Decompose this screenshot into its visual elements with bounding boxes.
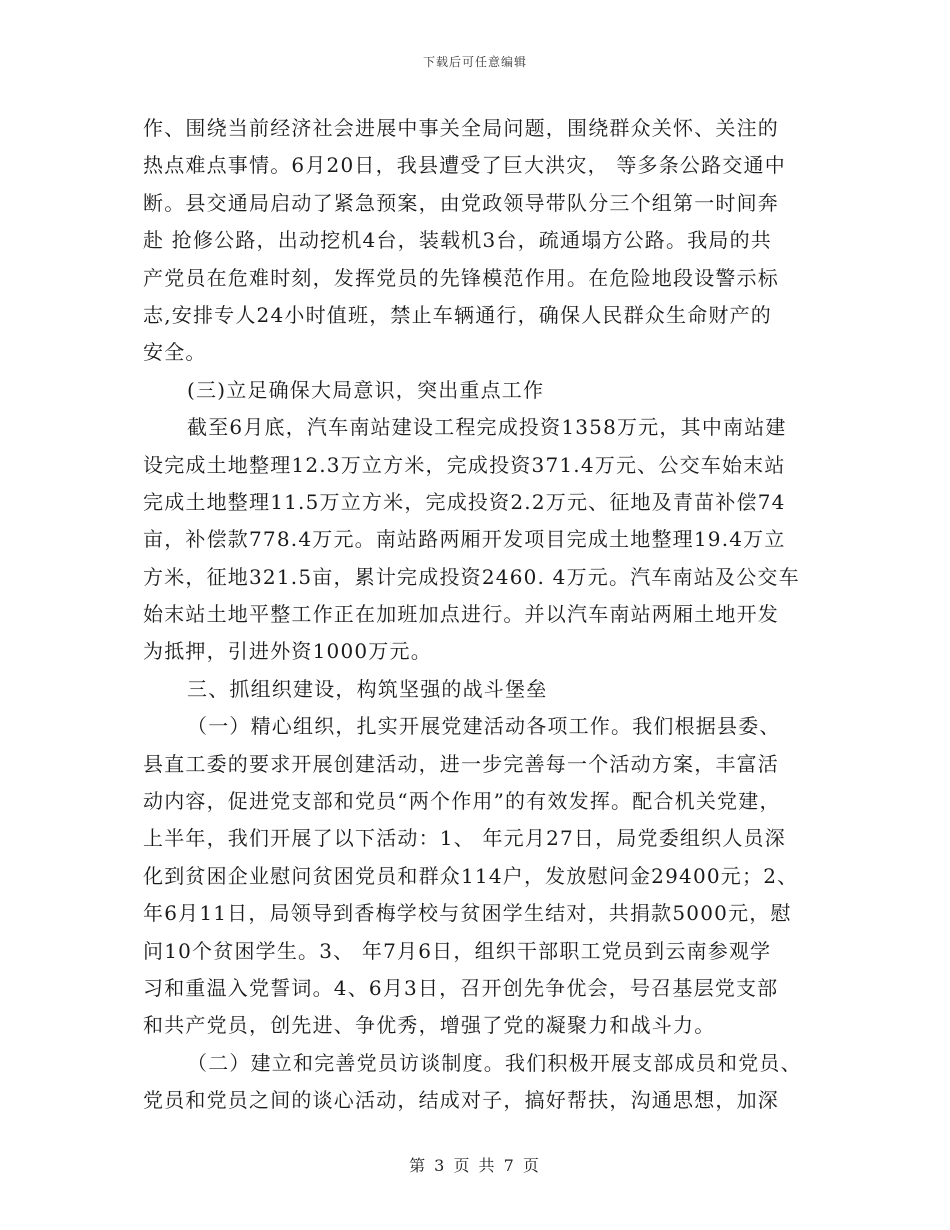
text-line: 安全。 <box>143 340 207 365</box>
text-line: 动内容，促进党支部和党员“两个作用”的有效发挥。配合机关党建， <box>143 789 781 814</box>
text-line: 截至6月底，汽车南站建设工程完成投资1358万元，其中南站建 <box>187 415 787 440</box>
text-line: 问10个贫困学生。3、 年7月6日，组织干部职工党员到云南参观学 <box>143 938 772 963</box>
paragraph <box>143 409 808 671</box>
text-line: 化到贫困企业慰问贫困党员和群众114户，发放慰问金29400元；2、 <box>143 863 799 888</box>
text-line: 完成土地整理11.5万立方米，完成投资2.2万元、征地及青苗补偿74 <box>143 489 786 514</box>
text-line: 始末站土地平整工作正在加班加点进行。并以汽车南站两厢土地开发 <box>143 602 779 627</box>
text-line: 上半年，我们开展了以下活动：1、 年元月27日，局党委组织人员深 <box>143 826 786 851</box>
text-line: （二）建立和完善党员访谈制度。我们积极开展支部成员和党员、 <box>187 1050 802 1075</box>
text-line: 设完成土地整理12.3万立方米，完成投资371.4万元、公交车始末站 <box>143 452 786 477</box>
text-line: 习和重温入党誓词。4、6月3日，召开创先争优会，号召基层党支部 <box>143 975 779 1000</box>
paragraph <box>143 372 808 409</box>
text-line: 方米，征地321.5亩，累计完成投资2460. 4万元。汽车南站及公交车 <box>143 564 800 589</box>
document-body <box>143 110 808 1120</box>
text-line: 三、抓组织建设，构筑坚强的战斗堡垒 <box>187 676 548 701</box>
paragraph <box>143 110 808 372</box>
text-line: 党员和党员之间的谈心活动，结成对子，搞好帮扶，沟通思想，加深 <box>143 1088 779 1113</box>
text-line: 断。县交通局启动了紧急预案，由党政领导带队分三个组第一时间奔 <box>143 190 779 215</box>
paragraph <box>143 671 808 708</box>
text-line: 热点难点事情。6月20日，我县遭受了巨大洪灾， 等多条公路交通中 <box>143 153 786 178</box>
page-header: 下载后可任意编辑 <box>422 55 527 69</box>
text-line: （一）精心组织，扎实开展党建活动各项工作。我们根据县委、 <box>187 714 781 739</box>
page-number: 第 3 页 共 7 页 <box>409 1156 541 1175</box>
text-line: (三)立足确保大局意识，突出重点工作 <box>187 377 545 402</box>
text-line: 志,安排专人24小时值班，禁止车辆通行，确保人民群众生命财产的 <box>143 302 773 327</box>
text-line: 作、围绕当前经济社会进展中事关全局问题，围绕群众关怀、关注的 <box>143 116 779 140</box>
text-line: 亩，补偿款778.4万元。南站路两厢开发项目完成土地整理19.4万立 <box>143 527 786 552</box>
text-line: 和共产党员，创先进、争优秀，增强了党的凝聚力和战斗力。 <box>143 1013 716 1038</box>
text-line: 为抵押，引进外资1000万元。 <box>143 639 432 664</box>
text-line: 年6月11日，局领导到香梅学校与贫困学生结对，共捐款5000元，慰 <box>143 901 792 926</box>
paragraph <box>143 1045 808 1120</box>
text-line: 县直工委的要求开展创建活动，进一步完善每一个活动方案，丰富活 <box>143 751 779 776</box>
paragraph <box>143 708 808 1045</box>
text-line: 产党员在危难时刻，发挥党员的先锋模范作用。在危险地段设警示标 <box>143 265 779 290</box>
text-line: 赴 抢修公路，出动挖机4台，装载机3台，疏通塌方公路。我局的共 <box>143 228 773 253</box>
